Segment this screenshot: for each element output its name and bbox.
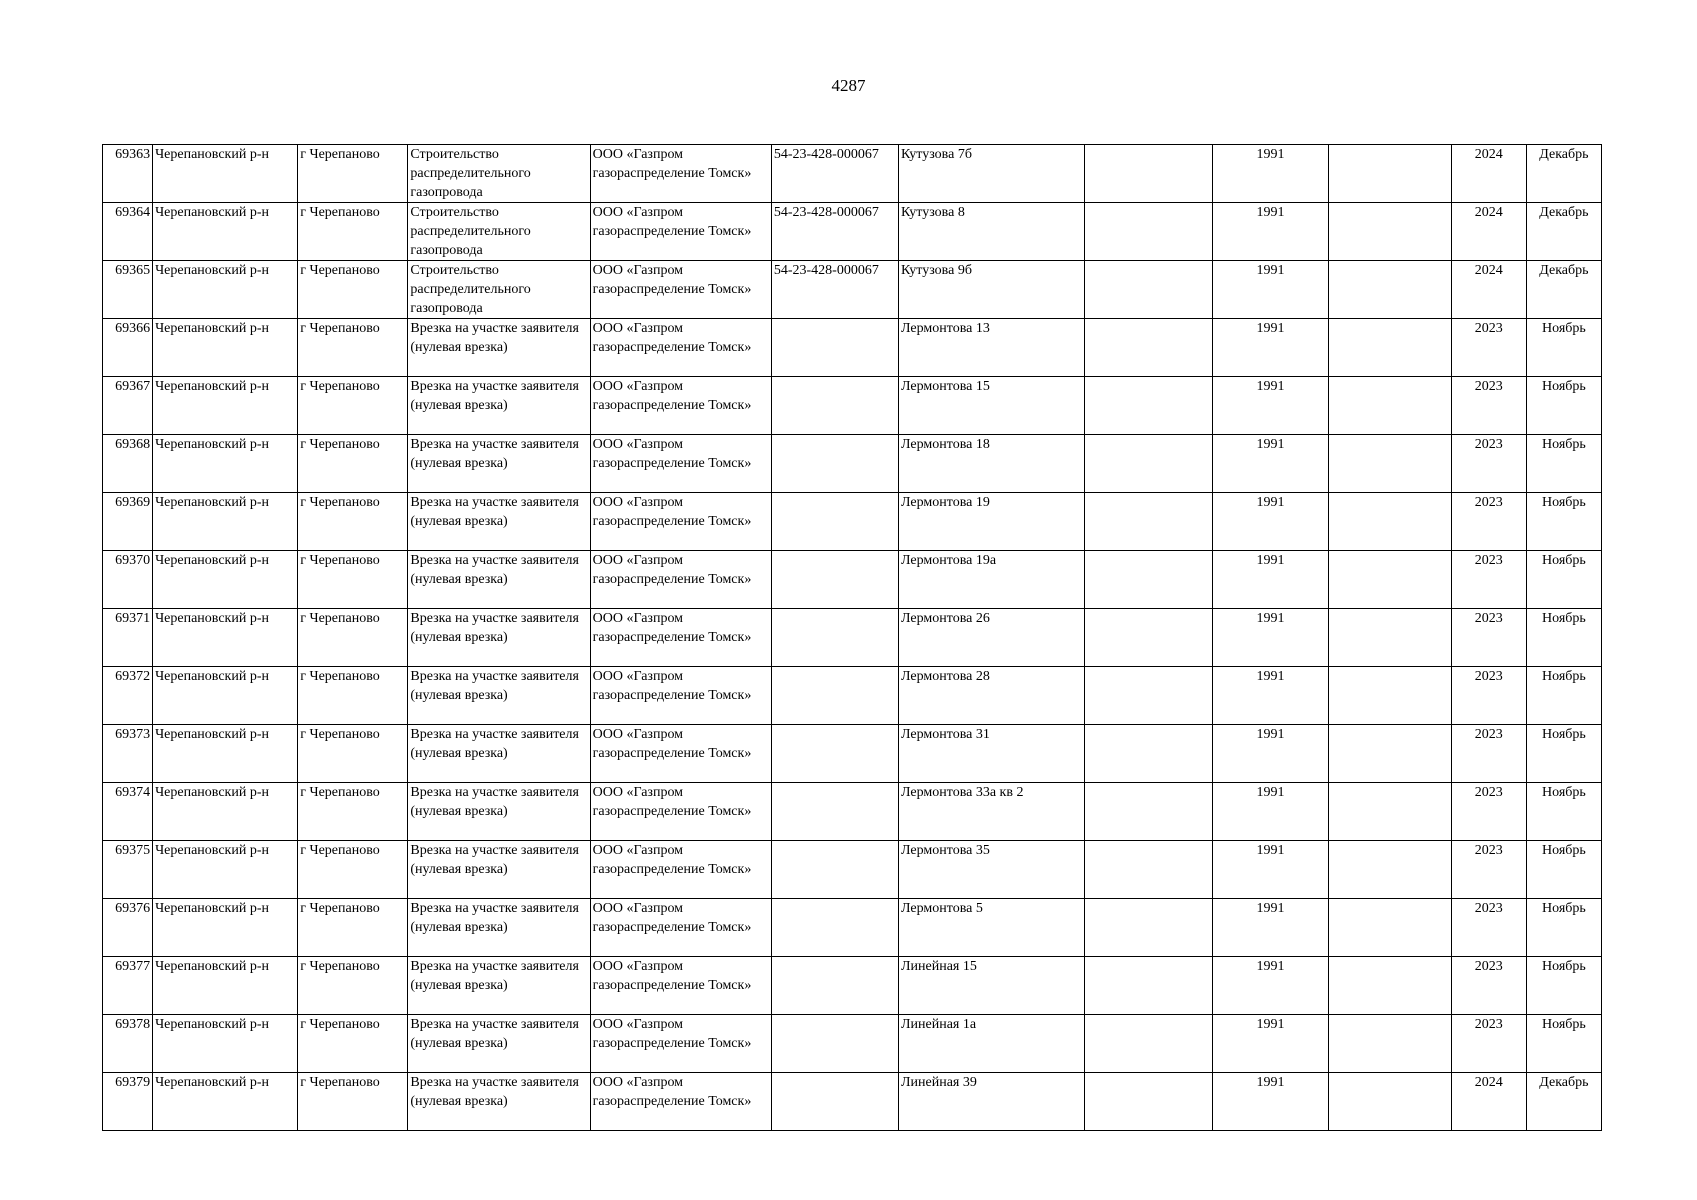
month-cell: Ноябрь [1526, 783, 1601, 841]
empty-cell [1328, 667, 1451, 725]
month-cell: Ноябрь [1526, 609, 1601, 667]
object-code-cell [771, 435, 898, 493]
table-row [103, 725, 1602, 783]
year-cell: 1991 [1213, 319, 1328, 377]
plan-year-cell: 2023 [1451, 899, 1526, 957]
empty-cell [1085, 261, 1213, 319]
record-id-cell: 69378 [103, 1015, 153, 1073]
empty-cell [1328, 493, 1451, 551]
operator-cell: ООО «Газпром газораспределение Томск» [590, 1015, 771, 1073]
plan-year-cell: 2023 [1451, 377, 1526, 435]
year-cell: 1991 [1213, 783, 1328, 841]
empty-cell [1328, 377, 1451, 435]
address-cell: Лермонтова 28 [899, 667, 1085, 725]
plan-year-cell: 2023 [1451, 609, 1526, 667]
object-code-cell [771, 783, 898, 841]
month-cell: Ноябрь [1526, 667, 1601, 725]
operator-cell: ООО «Газпром газораспределение Томск» [590, 377, 771, 435]
operator-cell: ООО «Газпром газораспределение Томск» [590, 145, 771, 203]
work-type-cell: Врезка на участке заявителя (нулевая врезка) [408, 319, 590, 377]
month-cell: Ноябрь [1526, 319, 1601, 377]
empty-cell [1328, 319, 1451, 377]
empty-cell [1085, 551, 1213, 609]
work-type-cell: Врезка на участке заявителя (нулевая врезка) [408, 377, 590, 435]
month-cell: Ноябрь [1526, 957, 1601, 1015]
table-row [103, 377, 1602, 435]
object-code-cell [771, 667, 898, 725]
table-row [103, 1073, 1602, 1131]
empty-cell [1085, 783, 1213, 841]
record-id-cell: 69374 [103, 783, 153, 841]
table-row [103, 609, 1602, 667]
month-cell: Декабрь [1526, 261, 1601, 319]
work-type-cell: Врезка на участке заявителя (нулевая врезка) [408, 725, 590, 783]
settlement-cell: г Черепаново [298, 1015, 408, 1073]
table-row [103, 1015, 1602, 1073]
month-cell: Ноябрь [1526, 435, 1601, 493]
settlement-cell: г Черепаново [298, 493, 408, 551]
month-cell: Декабрь [1526, 145, 1601, 203]
empty-cell [1328, 1073, 1451, 1131]
year-cell: 1991 [1213, 551, 1328, 609]
operator-cell: ООО «Газпром газораспределение Томск» [590, 899, 771, 957]
settlement-cell: г Черепаново [298, 1073, 408, 1131]
work-type-cell: Врезка на участке заявителя (нулевая врезка) [408, 899, 590, 957]
address-cell: Линейная 1а [899, 1015, 1085, 1073]
plan-year-cell: 2024 [1451, 1073, 1526, 1131]
plan-year-cell: 2023 [1451, 957, 1526, 1015]
district-cell: Черепановский р-н [153, 957, 298, 1015]
district-cell: Черепановский р-н [153, 261, 298, 319]
district-cell: Черепановский р-н [153, 377, 298, 435]
operator-cell: ООО «Газпром газораспределение Томск» [590, 841, 771, 899]
record-id-cell: 69363 [103, 145, 153, 203]
object-code-cell: 54-23-428-000067 [771, 261, 898, 319]
district-cell: Черепановский р-н [153, 609, 298, 667]
work-type-cell: Врезка на участке заявителя (нулевая врезка) [408, 841, 590, 899]
work-type-cell: Врезка на участке заявителя (нулевая врезка) [408, 609, 590, 667]
address-cell: Лермонтова 26 [899, 609, 1085, 667]
empty-cell [1328, 957, 1451, 1015]
empty-cell [1328, 725, 1451, 783]
operator-cell: ООО «Газпром газораспределение Томск» [590, 1073, 771, 1131]
empty-cell [1085, 1073, 1213, 1131]
year-cell: 1991 [1213, 667, 1328, 725]
object-code-cell [771, 551, 898, 609]
object-code-cell [771, 377, 898, 435]
table-row [103, 435, 1602, 493]
address-cell: Лермонтова 31 [899, 725, 1085, 783]
record-id-cell: 69367 [103, 377, 153, 435]
empty-cell [1085, 957, 1213, 1015]
district-cell: Черепановский р-н [153, 725, 298, 783]
month-cell: Ноябрь [1526, 1015, 1601, 1073]
address-cell: Лермонтова 18 [899, 435, 1085, 493]
district-cell: Черепановский р-н [153, 783, 298, 841]
record-id-cell: 69371 [103, 609, 153, 667]
district-cell: Черепановский р-н [153, 203, 298, 261]
plan-year-cell: 2024 [1451, 145, 1526, 203]
settlement-cell: г Черепаново [298, 899, 408, 957]
month-cell: Ноябрь [1526, 899, 1601, 957]
settlement-cell: г Черепаново [298, 319, 408, 377]
settlement-cell: г Черепаново [298, 667, 408, 725]
district-cell: Черепановский р-н [153, 319, 298, 377]
operator-cell: ООО «Газпром газораспределение Томск» [590, 261, 771, 319]
table-row [103, 957, 1602, 1015]
district-cell: Черепановский р-н [153, 1015, 298, 1073]
month-cell: Ноябрь [1526, 841, 1601, 899]
district-cell: Черепановский р-н [153, 435, 298, 493]
year-cell: 1991 [1213, 899, 1328, 957]
table-row [103, 899, 1602, 957]
object-code-cell: 54-23-428-000067 [771, 145, 898, 203]
address-cell: Лермонтова 19 [899, 493, 1085, 551]
settlement-cell: г Черепаново [298, 261, 408, 319]
operator-cell: ООО «Газпром газораспределение Томск» [590, 725, 771, 783]
empty-cell [1328, 899, 1451, 957]
address-cell: Линейная 39 [899, 1073, 1085, 1131]
year-cell: 1991 [1213, 1015, 1328, 1073]
year-cell: 1991 [1213, 1073, 1328, 1131]
operator-cell: ООО «Газпром газораспределение Томск» [590, 435, 771, 493]
object-code-cell [771, 609, 898, 667]
work-type-cell: Врезка на участке заявителя (нулевая врезка) [408, 783, 590, 841]
empty-cell [1328, 435, 1451, 493]
year-cell: 1991 [1213, 841, 1328, 899]
table-row [103, 319, 1602, 377]
settlement-cell: г Черепаново [298, 435, 408, 493]
page-number: 4287 [831, 76, 866, 95]
year-cell: 1991 [1213, 377, 1328, 435]
record-id-cell: 69365 [103, 261, 153, 319]
table-row [103, 493, 1602, 551]
operator-cell: ООО «Газпром газораспределение Томск» [590, 609, 771, 667]
operator-cell: ООО «Газпром газораспределение Томск» [590, 493, 771, 551]
object-code-cell [771, 957, 898, 1015]
table-row [103, 203, 1602, 261]
address-cell: Лермонтова 5 [899, 899, 1085, 957]
work-type-cell: Строительство распределительного газопровода [408, 203, 590, 261]
district-cell: Черепановский р-н [153, 899, 298, 957]
empty-cell [1085, 377, 1213, 435]
object-code-cell [771, 319, 898, 377]
plan-year-cell: 2023 [1451, 725, 1526, 783]
settlement-cell: г Черепаново [298, 841, 408, 899]
empty-cell [1085, 1015, 1213, 1073]
record-id-cell: 69369 [103, 493, 153, 551]
settlement-cell: г Черепаново [298, 957, 408, 1015]
operator-cell: ООО «Газпром газораспределение Томск» [590, 667, 771, 725]
year-cell: 1991 [1213, 261, 1328, 319]
object-code-cell [771, 1015, 898, 1073]
settlement-cell: г Черепаново [298, 145, 408, 203]
table-row [103, 261, 1602, 319]
plan-year-cell: 2023 [1451, 319, 1526, 377]
object-code-cell [771, 725, 898, 783]
table-row [103, 841, 1602, 899]
settlement-cell: г Черепаново [298, 203, 408, 261]
district-cell: Черепановский р-н [153, 145, 298, 203]
empty-cell [1085, 319, 1213, 377]
district-cell: Черепановский р-н [153, 841, 298, 899]
empty-cell [1085, 203, 1213, 261]
work-type-cell: Врезка на участке заявителя (нулевая врезка) [408, 1073, 590, 1131]
settlement-cell: г Черепаново [298, 725, 408, 783]
empty-cell [1328, 145, 1451, 203]
year-cell: 1991 [1213, 609, 1328, 667]
month-cell: Ноябрь [1526, 725, 1601, 783]
empty-cell [1328, 261, 1451, 319]
table-row [103, 551, 1602, 609]
month-cell: Ноябрь [1526, 493, 1601, 551]
gasification-register-table [102, 144, 1602, 1131]
empty-cell [1328, 609, 1451, 667]
plan-year-cell: 2023 [1451, 783, 1526, 841]
empty-cell [1328, 551, 1451, 609]
record-id-cell: 69373 [103, 725, 153, 783]
object-code-cell [771, 841, 898, 899]
object-code-cell: 54-23-428-000067 [771, 203, 898, 261]
settlement-cell: г Черепаново [298, 377, 408, 435]
record-id-cell: 69370 [103, 551, 153, 609]
year-cell: 1991 [1213, 725, 1328, 783]
object-code-cell [771, 1073, 898, 1131]
month-cell: Ноябрь [1526, 377, 1601, 435]
work-type-cell: Врезка на участке заявителя (нулевая врезка) [408, 1015, 590, 1073]
plan-year-cell: 2023 [1451, 551, 1526, 609]
operator-cell: ООО «Газпром газораспределение Томск» [590, 203, 771, 261]
district-cell: Черепановский р-н [153, 667, 298, 725]
address-cell: Кутузова 7б [899, 145, 1085, 203]
plan-year-cell: 2023 [1451, 1015, 1526, 1073]
empty-cell [1085, 725, 1213, 783]
month-cell: Декабрь [1526, 1073, 1601, 1131]
settlement-cell: г Черепаново [298, 609, 408, 667]
operator-cell: ООО «Газпром газораспределение Томск» [590, 783, 771, 841]
table-row [103, 667, 1602, 725]
year-cell: 1991 [1213, 145, 1328, 203]
work-type-cell: Врезка на участке заявителя (нулевая врезка) [408, 667, 590, 725]
empty-cell [1085, 841, 1213, 899]
table-row [103, 145, 1602, 203]
address-cell: Линейная 15 [899, 957, 1085, 1015]
work-type-cell: Строительство распределительного газопровода [408, 261, 590, 319]
plan-year-cell: 2023 [1451, 493, 1526, 551]
operator-cell: ООО «Газпром газораспределение Томск» [590, 319, 771, 377]
record-id-cell: 69372 [103, 667, 153, 725]
settlement-cell: г Черепаново [298, 783, 408, 841]
empty-cell [1085, 145, 1213, 203]
district-cell: Черепановский р-н [153, 1073, 298, 1131]
work-type-cell: Строительство распределительного газопровода [408, 145, 590, 203]
empty-cell [1085, 609, 1213, 667]
operator-cell: ООО «Газпром газораспределение Томск» [590, 957, 771, 1015]
record-id-cell: 69368 [103, 435, 153, 493]
address-cell: Лермонтова 19а [899, 551, 1085, 609]
empty-cell [1085, 493, 1213, 551]
address-cell: Кутузова 8 [899, 203, 1085, 261]
record-id-cell: 69379 [103, 1073, 153, 1131]
year-cell: 1991 [1213, 435, 1328, 493]
record-id-cell: 69364 [103, 203, 153, 261]
record-id-cell: 69375 [103, 841, 153, 899]
year-cell: 1991 [1213, 203, 1328, 261]
year-cell: 1991 [1213, 493, 1328, 551]
table-body [103, 145, 1602, 1131]
operator-cell: ООО «Газпром газораспределение Томск» [590, 551, 771, 609]
address-cell: Кутузова 9б [899, 261, 1085, 319]
plan-year-cell: 2023 [1451, 667, 1526, 725]
address-cell: Лермонтова 15 [899, 377, 1085, 435]
empty-cell [1085, 899, 1213, 957]
empty-cell [1085, 667, 1213, 725]
plan-year-cell: 2023 [1451, 435, 1526, 493]
work-type-cell: Врезка на участке заявителя (нулевая врезка) [408, 957, 590, 1015]
month-cell: Декабрь [1526, 203, 1601, 261]
address-cell: Лермонтова 35 [899, 841, 1085, 899]
record-id-cell: 69366 [103, 319, 153, 377]
plan-year-cell: 2024 [1451, 203, 1526, 261]
table-row [103, 783, 1602, 841]
empty-cell [1328, 841, 1451, 899]
empty-cell [1328, 1015, 1451, 1073]
plan-year-cell: 2023 [1451, 841, 1526, 899]
month-cell: Ноябрь [1526, 551, 1601, 609]
empty-cell [1328, 783, 1451, 841]
district-cell: Черепановский р-н [153, 551, 298, 609]
year-cell: 1991 [1213, 957, 1328, 1015]
record-id-cell: 69376 [103, 899, 153, 957]
work-type-cell: Врезка на участке заявителя (нулевая врезка) [408, 435, 590, 493]
work-type-cell: Врезка на участке заявителя (нулевая врезка) [408, 493, 590, 551]
object-code-cell [771, 899, 898, 957]
record-id-cell: 69377 [103, 957, 153, 1015]
empty-cell [1085, 435, 1213, 493]
work-type-cell: Врезка на участке заявителя (нулевая врезка) [408, 551, 590, 609]
object-code-cell [771, 493, 898, 551]
settlement-cell: г Черепаново [298, 551, 408, 609]
plan-year-cell: 2024 [1451, 261, 1526, 319]
address-cell: Лермонтова 33а кв 2 [899, 783, 1085, 841]
address-cell: Лермонтова 13 [899, 319, 1085, 377]
district-cell: Черепановский р-н [153, 493, 298, 551]
empty-cell [1328, 203, 1451, 261]
